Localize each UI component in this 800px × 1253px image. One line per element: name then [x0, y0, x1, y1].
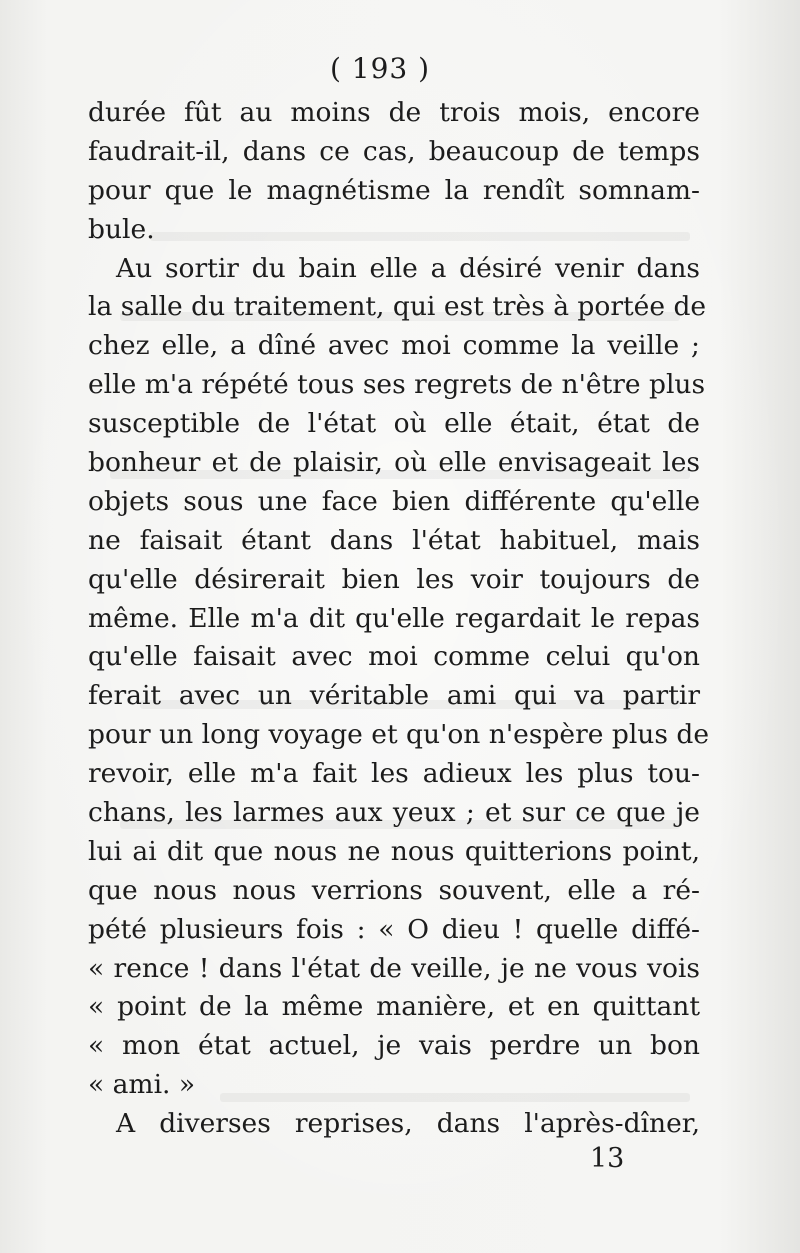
- text-line: elle m'a répété tous ses regrets de n'être plus: [88, 369, 706, 401]
- text-line: que nous nous verrions souvent, elle a ré-: [88, 874, 700, 906]
- text-line: pété plusieurs fois : « O dieu ! quelle diffé-: [88, 913, 700, 945]
- text-line: lui ai dit que nous ne nous quitterions point,: [88, 835, 700, 867]
- text-line: chez elle, a dîné avec moi comme la veille ;: [88, 330, 700, 362]
- text-line: A diverses reprises, dans l'après-dîner,: [116, 1108, 700, 1140]
- text-line: bonheur et de plaisir, où elle envisageait les: [88, 447, 700, 479]
- text-line: faudrait-il, dans ce cas, beaucoup de temps: [88, 135, 700, 167]
- text-line: Au sortir du bain elle a désiré venir dans: [116, 252, 700, 284]
- text-line: durée fût au moins de trois mois, encore: [88, 97, 700, 128]
- text-line: pour que le magnétisme la rendît somnam-: [88, 174, 700, 206]
- text-line: susceptible de l'état où elle était, état de: [88, 408, 700, 440]
- text-line: « mon état actuel, je vais perdre un bon: [88, 1030, 700, 1062]
- text-line: chans, les larmes aux yeux ; et sur ce que je: [88, 797, 700, 829]
- text-line: la salle du traitement, qui est très à portée de: [88, 291, 707, 323]
- text-line: « rence ! dans l'état de veille, je ne vous vois: [88, 952, 700, 984]
- page-number: ( 193 ): [329, 52, 431, 85]
- text-line: qu'elle désirerait bien les voir toujours de: [88, 563, 700, 595]
- text-line: « ami. »: [88, 1069, 196, 1101]
- text-line: « point de la même manière, et en quittant: [88, 991, 700, 1023]
- text-line: bule.: [88, 213, 155, 245]
- signature-mark: 13: [590, 1143, 625, 1174]
- text-line: ferait avec un véritable ami qui va partir: [88, 680, 700, 712]
- text-line: pour un long voyage et qu'on n'espère plus de: [88, 719, 710, 751]
- body-text: [88, 94, 710, 1144]
- text-line: même. Elle m'a dit qu'elle regardait le repas: [88, 602, 700, 634]
- text-line: ne faisait étant dans l'état habituel, mais: [88, 524, 700, 556]
- text-line: objets sous une face bien différente qu'elle: [88, 485, 700, 517]
- text-line: revoir, elle m'a fait les adieux les plus tou-: [88, 758, 700, 790]
- text-line: qu'elle faisait avec moi comme celui qu'on: [88, 641, 700, 673]
